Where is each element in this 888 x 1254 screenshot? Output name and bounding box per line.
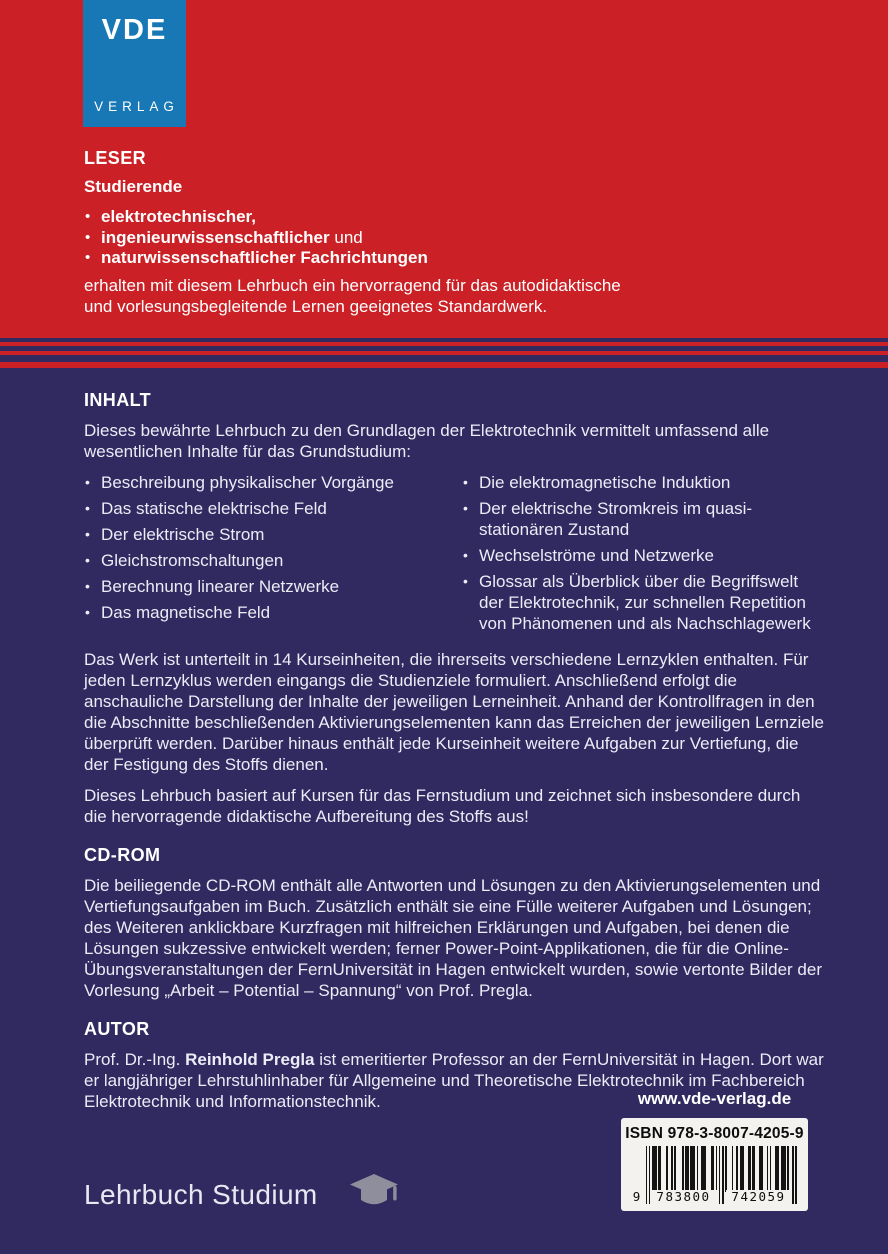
barcode-digits: 9 783800 742059 [630, 1190, 800, 1204]
cdrom-paragraph: Die beiliegende CD-ROM enthält alle Antworten und Lösungen zu den Aktivierungselementen und Vertiefungsaufgaben im Buch. Zusätzlich enthält sie eine Fülle weiterer Aufgaben und Lösungen; des Weiteren anklickbare Kurzfragen mit hilfreichen Erklärungen und Aufgaben, bei denen die Lösungen sukzessive entwickelt werden; ferner Power-Point-Applikationen, die für die Online-Übungsveranstaltungen der FernUniversität in Hagen entwickelt wurden, sowie vertonte Bilder der Vorlesung „Arbeit – Potential – Spannung“ von Prof. Pregla. [84, 876, 822, 1000]
top-red-section [0, 0, 888, 338]
author-name: Reinhold Pregla [185, 1050, 315, 1069]
list-item: • Das magnetische Feld [84, 602, 446, 623]
series-title: Lehrbuch Studium [84, 1179, 318, 1210]
leser-text: erhalten mit diesem Lehrbuch ein hervorragend für das autodidaktische und vorlesungsbegleitende Lernen geeignetes Standardwerk. [84, 275, 621, 316]
list-item: • Wechselströme und Netzwerke [462, 545, 824, 566]
logo-vde-text: VDE [101, 14, 168, 46]
bullet-column-left [84, 472, 446, 639]
inhalt-intro: Dieses bewährte Lehrbuch zu den Grundlagen der Elektrotechnik vermittelt umfassend alle wesentlichen Inhalte für das Grundstudium: [84, 421, 770, 461]
list-item: • Der elektrische Strom [84, 524, 446, 545]
list-item: • ingenieurwissenschaftlicher und [84, 228, 744, 249]
leser-bullet-list [84, 207, 744, 269]
inhalt-heading: INHALT [84, 390, 152, 410]
bullet-column-right [462, 472, 824, 639]
list-item: • Der elektrische Stromkreis im quasi-stationären Zustand [462, 498, 824, 540]
series-block [84, 1172, 400, 1218]
stripe [0, 355, 888, 362]
list-item: • Beschreibung physikalischer Vorgänge [84, 472, 446, 493]
content-bullet-columns [84, 472, 824, 639]
autor-heading: AUTOR [84, 1019, 150, 1039]
main-navy-section [0, 368, 888, 1112]
list-item: • Das statische elektrische Feld [84, 498, 446, 519]
leser-heading: LESER [84, 148, 147, 168]
list-item: • naturwissenschaftlicher Fachrichtungen [84, 248, 744, 269]
cdrom-heading: CD-ROM [84, 845, 161, 865]
graduation-cap-icon [348, 1172, 400, 1218]
divider-stripes [0, 338, 888, 368]
list-item: • Glossar als Überblick über die Begriffswelt der Elektrotechnik, zur schnellen Repetition von Phänomenen und als Nachschlagewerk [462, 571, 824, 634]
isbn-label: ISBN 978-3-8007-4205-9 [625, 1125, 804, 1142]
ean13-barcode [630, 1146, 800, 1204]
inhalt-paragraph-2: Dieses Lehrbuch basiert auf Kursen für das Fernstudium und zeichnet sich insbesondere durch die hervorragende didaktische Aufbereitung des Stoffs aus! [84, 786, 801, 826]
list-item: • Die elektromagnetische Induktion [462, 472, 824, 493]
vde-verlag-logo [83, 0, 186, 127]
leser-block [84, 148, 744, 317]
list-item: • Gleichstromschaltungen [84, 550, 446, 571]
list-item: • Berechnung linearer Netzwerke [84, 576, 446, 597]
autor-paragraph: Prof. Dr.-Ing. Reinhold Pregla ist emeritierter Professor an der FernUniversität in Hagen. Dort war er langjähriger Lehrstuhlinhaber für Allgemeine und Theoretische Elektrotechnik im Fachbereich Elektrotechnik und Informationstechnik. [84, 1050, 824, 1111]
inhalt-paragraph-1: Das Werk ist unterteilt in 14 Kurseinheiten, die ihrerseits verschiedene Lernzyklen enthalten. Für jeden Lernzyklus werden eingangs die Studienziele formuliert. Anschließend erfolgt die anschauliche Darstellung der Inhalte der jeweiligen Lerneinheit. Anhand der Kontrollfragen in den die Abschnitte beschließenden Aktivierungselementen kann das Erreichen der jeweiligen Lernziele überprüft werden. Darüber hinaus enthält jede Kurseinheit weitere Aufgaben zur Vertiefung, die der Festigung des Stoffs dienen. [84, 650, 824, 774]
logo-verlag-text: VERLAG [94, 99, 179, 114]
leser-subheading: Studierende [84, 177, 183, 196]
list-item: • elektrotechnischer, [84, 207, 744, 228]
isbn-barcode-box [621, 1118, 808, 1211]
publisher-website: www.vde-verlag.de [637, 1089, 792, 1108]
